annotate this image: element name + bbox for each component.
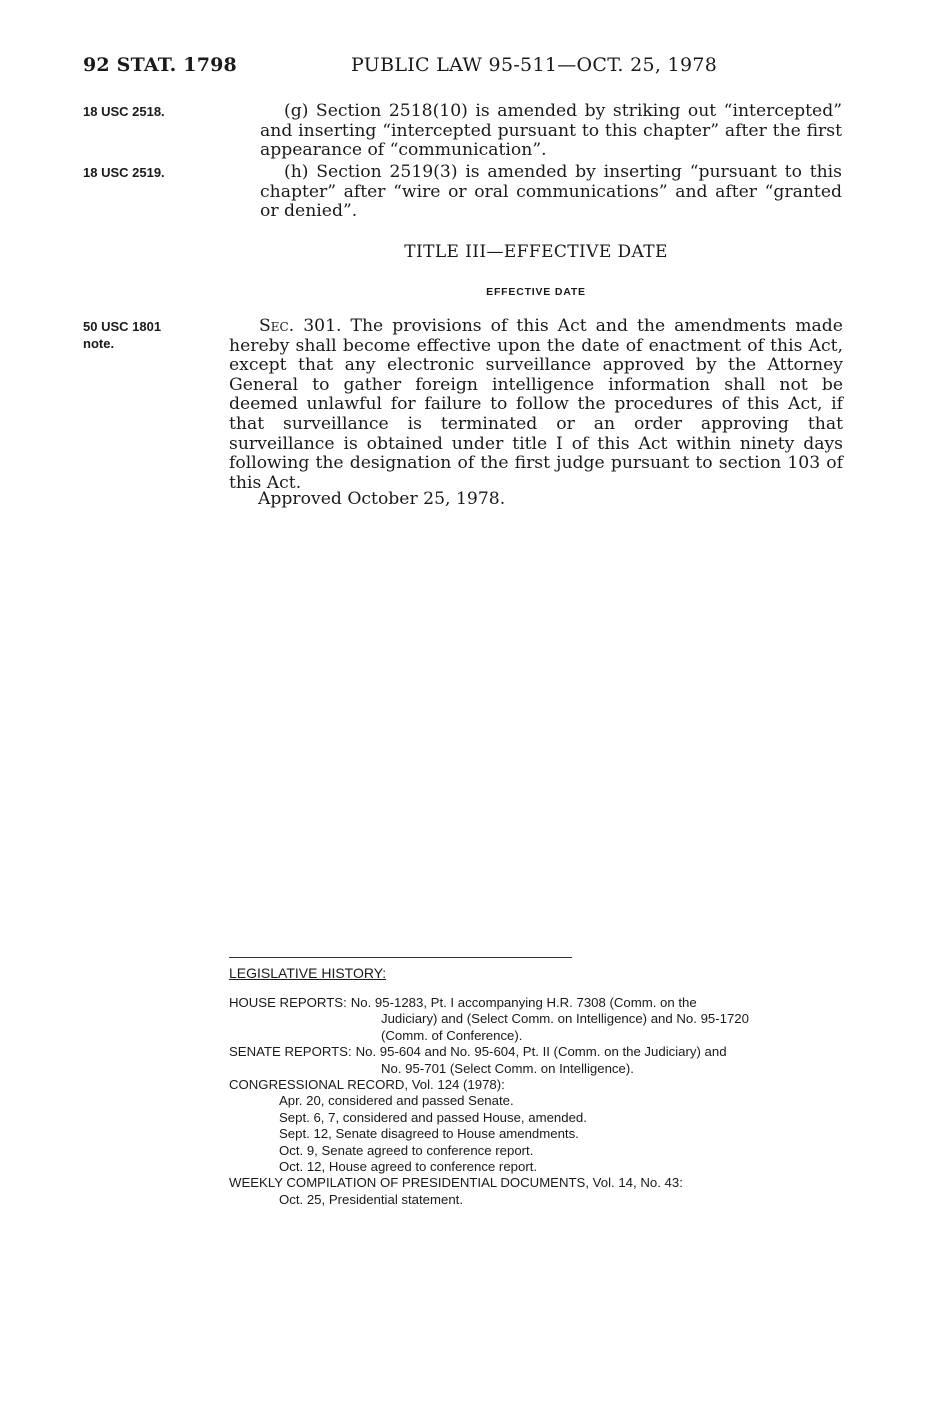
title-iii-heading: TITLE III—EFFECTIVE DATE [404,242,668,262]
margin-note-usc-2519: 18 USC 2519. [83,165,165,180]
amendment-h: (h) Section 2519(3) is amended by inserting “pursuant to this chapter” after “wire or oral communications” and after “granted or denied”. [260,162,842,222]
senate-reports-line1: No. 95-604 and No. 95-604, Pt. II (Comm. on the Judiciary) and [355,1044,727,1060]
section-301-text: The provisions of this Act and the amendments made hereby shall become effective upon the date of enactment of this Act, except that any electronic surveillance approved by the Attorney General to gather foreign intelligence information shall not be deemed unlawful for failure to follow the procedures of this Act, if that surveillance is terminated or an order approving that surveillance is obtained under title I of this Act within ninety days following the designation of the first judge pursuant to section 103 of this Act. [229,316,843,493]
record-item: Oct. 12, House agreed to conference report. [279,1159,538,1175]
margin-note-usc-1801 [83,318,161,352]
effective-date-subheading: EFFECTIVE DATE [486,286,586,298]
house-reports-line2: Judiciary) and (Select Comm. on Intelligence) and No. 95-1720 [381,1011,749,1027]
margin-note-usc-1801-line2: note. [83,336,115,351]
record-item: Sept. 6, 7, considered and passed House, amended. [279,1109,587,1125]
house-reports [229,995,849,1011]
senate-reports-line2: No. 95-701 (Select Comm. on Intelligence). [381,1060,634,1076]
senate-reports [229,1044,849,1060]
section-301 [229,317,843,493]
house-reports-label: HOUSE REPORTS: [229,995,347,1010]
house-reports-line3: (Comm. of Conference). [381,1027,523,1043]
record-item: Apr. 20, considered and passed Senate. [279,1093,514,1109]
house-reports-line1: No. 95-1283, Pt. I accompanying H.R. 7308 (Comm. on the [350,995,697,1010]
legislative-history-list [229,995,849,1208]
amendment-g: (g) Section 2518(10) is amended by striking out “intercepted” and inserting “intercepted pursuant to this chapter” after the first appearance of “communication”. [260,101,842,161]
history-divider [229,957,572,958]
weekly-compilation-label: WEEKLY COMPILATION OF PRESIDENTIAL DOCUMENTS, Vol. 14, No. 43: [229,1175,683,1191]
margin-note-usc-1801-line1: 50 USC 1801 [83,319,162,334]
section-301-label: Sec. 301. [259,316,342,336]
weekly-compilation-item: Oct. 25, Presidential statement. [279,1191,463,1207]
congressional-record-label: CONGRESSIONAL RECORD, Vol. 124 (1978): [229,1077,505,1093]
record-item: Oct. 9, Senate agreed to conference report. [279,1142,534,1158]
margin-note-usc-2518: 18 USC 2518. [83,104,165,119]
law-title: PUBLIC LAW 95-511—OCT. 25, 1978 [351,54,718,76]
senate-reports-label: SENATE REPORTS: [229,1044,352,1060]
approval-date: Approved October 25, 1978. [258,489,506,509]
stat-reference: 92 STAT. 1798 [83,54,237,76]
record-item: Sept. 12, Senate disagreed to House amendments. [279,1126,579,1142]
legislative-history-heading: LEGISLATIVE HISTORY: [229,965,387,981]
